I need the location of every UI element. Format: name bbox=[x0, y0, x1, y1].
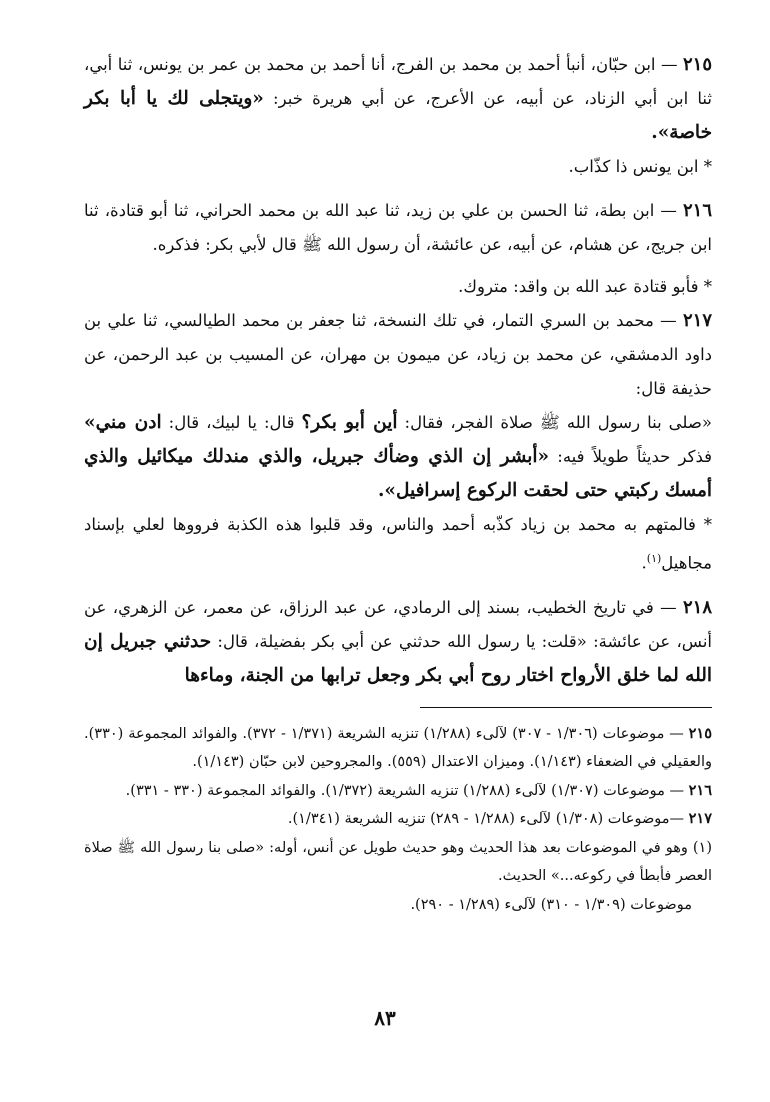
entry-text: — في تاريخ الخطيب، بسند إلى الرمادي، عن عبد الرزاق، عن معمر، عن الزهري، عن أنس، عن عائشة: «قلت: يا رسول الله حدثني عن أبي بكر بفضيلة، قال: bbox=[84, 597, 712, 651]
entry-text: — محمد بن السري التمار، في تلك النسخة، ثنا جعفر بن محمد الطيالسي، ثنا علي بن داود الدمشقي، عن محمد بن زياد، عن ميمون بن مهران، عن المسيب بن عبد الرحمن، عن حذيفة قال: bbox=[84, 311, 712, 398]
footnote-1 bbox=[84, 834, 712, 891]
entry-text: — ابن بطة، ثنا الحسن بن علي بن زيد، ثنا عبد الله بن محمد الحراني، ثنا أبو قتادة، ثنا ابن جريج، عن هشام، عن أبيه، عن عائشة، أن رسول الله ﷺ قال لأبي بكر: فذكره. bbox=[84, 201, 712, 254]
entry-comment: * ابن يونس ذا كذّاب. bbox=[568, 157, 712, 176]
entry-number: ٢١٥ bbox=[682, 54, 712, 75]
comment-text: * فالمتهم به محمد بن زياد كذّبه أحمد والناس، وقد قلبوا هذه الكذبة فرووها لعلي بإسناد مجاهيل bbox=[84, 515, 712, 573]
footnote-number: ٢١٦ bbox=[688, 781, 712, 799]
entry-comment bbox=[84, 508, 712, 581]
footnote-divider bbox=[420, 707, 712, 708]
footnote-ref: (١) bbox=[646, 552, 662, 565]
hadith-text-bold: حدثني جبريل إن الله لما خلق الأرواح اختار روح أبي بكر وجعل ترابها من الجنة، وماءها bbox=[84, 630, 712, 686]
entry-text: — ابن حبّان، أنبأ أحمد بن محمد بن الفرج، أنا أحمد بن محمد بن عمر بن يونس، ثنا أبي، ثنا ابن أبي الزناد، عن أبيه، عن الأعرج، عن أبي هريرة خبر: bbox=[84, 55, 712, 108]
quote-text: فذكر حديثاً طويلاً فيه: bbox=[549, 447, 712, 466]
entry-215 bbox=[84, 48, 712, 150]
quote-bold: «أبشر إن الذي وضأك جبريل، والذي مندلك ميكائيل والذي أمسك ركبتي حتى لحقت الركوع إسرافيل». bbox=[84, 446, 712, 501]
entry-number: ٢١٨ bbox=[682, 596, 712, 618]
footnote-217 bbox=[84, 805, 712, 834]
quote-bold: ادن مني» bbox=[84, 412, 162, 433]
quote-text: «صلى بنا رسول الله ﷺ صلاة الفجر، فقال: bbox=[397, 413, 712, 432]
page-body bbox=[84, 48, 712, 919]
entry-218 bbox=[84, 591, 712, 693]
footnote-number: ٢١٧ bbox=[688, 810, 712, 827]
footnote-number: ٢١٥ bbox=[688, 724, 713, 742]
entry-number: ٢١٧ bbox=[682, 310, 712, 331]
entry-number: ٢١٦ bbox=[682, 200, 712, 221]
footnote-216 bbox=[84, 777, 712, 806]
footnote-text: — موضوعات (١/٣٠٧) لآلىء (١/٢٨٨) تنزيه الشريعة (١/٣٧٢). والفوائد المجموعة (٣٣٠ - ٣٣١). bbox=[125, 782, 689, 799]
entry-comment: * فأبو قتادة عبد الله بن واقد: متروك. bbox=[458, 277, 712, 296]
entry-217 bbox=[84, 304, 712, 406]
footnotes bbox=[84, 720, 712, 920]
footnote-text: —موضوعات (١/٣٠٨) لآلىء (١/٢٨٨ - ٢٨٩) تنزيه الشريعة (١/٣٤١). bbox=[287, 811, 689, 827]
footnote-text: وهو في الموضوعات بعد هذا الحديث وهو حديث طويل عن أنس، أوله: «صلى بنا رسول الله ﷺ صلاة العصر فأبطأ في ركوعه...» الحديث. bbox=[84, 839, 712, 884]
quote-bold: أين أبو بكر؟ bbox=[301, 412, 398, 433]
page-number: ٨٣ bbox=[374, 1006, 396, 1030]
comment-end: . bbox=[641, 553, 647, 573]
footnote-text: — موضوعات (١/٣٠٦ - ٣٠٧) لآلىء (١/٢٨٨) تنزيه الشريعة (١/٣٧١ - ٣٧٢). والفوائد المجموعة (٣٣٠). والعقيلي في الضعفاء (١/١٤٣). وميزان الاعتدال (٥٥٩). والمجروحين لابن حبّان (١/١٤٣). bbox=[84, 725, 712, 770]
entry-216 bbox=[84, 194, 712, 262]
main-text bbox=[84, 48, 712, 693]
footnote-215 bbox=[84, 720, 712, 777]
footnote-number: (١) bbox=[692, 839, 712, 856]
quote-text: قال: يا لبيك، قال: bbox=[161, 413, 302, 432]
hadith-quote bbox=[84, 406, 712, 508]
footnote-1-sources: موضوعات (١/٣٠٩ - ٣١٠) لآلىء (١/٢٨٩ - ٢٩٠). bbox=[410, 896, 692, 913]
hadith-text-bold: «ويتجلى لك يا أبا بكر خاصة». bbox=[84, 88, 712, 143]
